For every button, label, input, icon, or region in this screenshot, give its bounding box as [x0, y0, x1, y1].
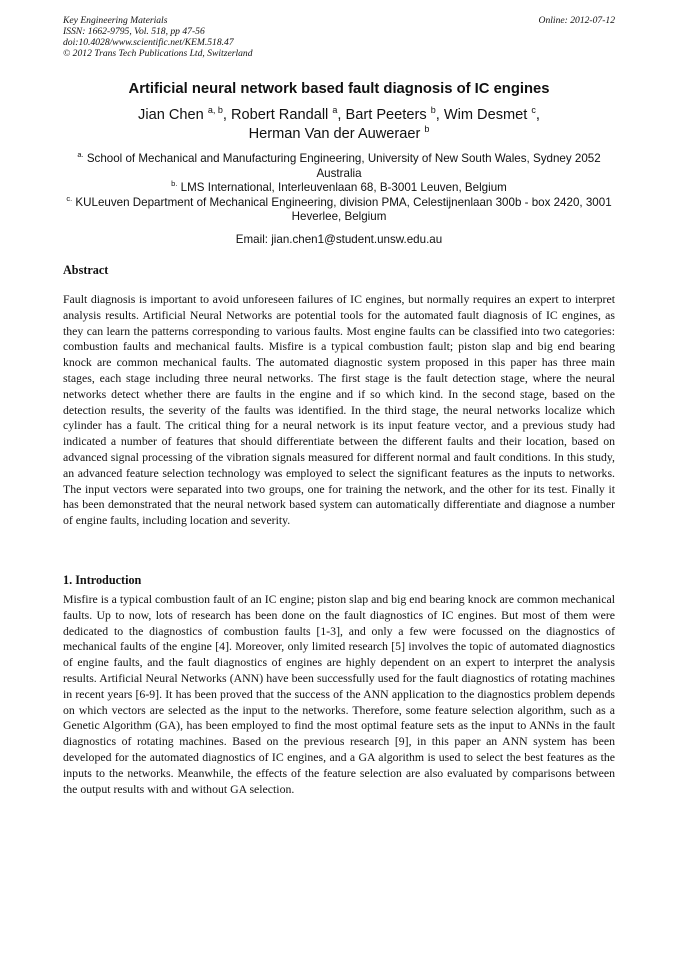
introduction-heading: 1. Introduction [63, 573, 142, 587]
author-affiliation-mark: b [430, 105, 436, 115]
affiliation-mark: b. [171, 179, 178, 188]
publication-header [63, 15, 615, 59]
author-name: Bart Peeters [345, 107, 427, 123]
abstract-text: Fault diagnosis is important to avoid unforeseen failures of IC engines, but normally requires an expert to interpret analysis results. Artificial Neural Networks are potential tools for the automated fault diagnosis of IC engines, as they can learn the patterns corresponding to various faults. Most engine faults can be classified into two categories: combustion faults and mechanical faults. Misfire is a typical combustion fault; piston slap and big end bearing knock are common mechanical faults. The automated diagnostic system proposed in this paper has three main stages, each stage including three neural networks. The first stage is the fault detection stage, where the neural networks detect whether there are faults in the engine and if so which kind. In the second stage, based on the detection results, the severity of the faults was identified. In the third stage, the neural networks localize which cylinder has a fault. The critical thing for a neural network is its input feature vector, and a previous study had indicated a number of features that should differentiate between the different faults and their location, based on advanced signal processing of the vibration signals measured for different normal and fault conditions. In this study, an advanced feature selection technology was employed to select the significant features as the inputs to networks. The input vectors were separated into two groups, one for training the network, and the other for its test. Finally it has been demonstrated that the neural network based system can automatically differentiate and diagnose a number of engine faults, including location and severity. [63, 292, 615, 528]
copyright-line: © 2012 Trans Tech Publications Ltd, Switzerland [63, 48, 253, 59]
online-date: Online: 2012-07-12 [538, 15, 615, 26]
author-affiliation-mark: c [531, 105, 536, 115]
author-affiliation-mark: b [424, 124, 430, 134]
author-affiliation-mark: a, b [207, 105, 223, 115]
affiliation-list [63, 152, 615, 225]
abstract-heading: Abstract [63, 263, 109, 277]
corresponding-email: Email: jian.chen1@student.unsw.edu.au [235, 233, 443, 246]
author-affiliation-mark: a [332, 105, 338, 115]
affiliation-mark: a. [77, 150, 84, 159]
author-name: Robert Randall [230, 107, 329, 123]
affiliation-text: KULeuven Department of Mechanical Engineering, division PMA, Celestijnenlaan 300b - box 2420, 3001 Heverlee, Belgium [75, 195, 612, 223]
affiliation-item [63, 181, 615, 196]
introduction-text: Misfire is a typical combustion fault of an IC engine; piston slap and big end bearing knock are common mechanical faults. Up to now, lots of research has been done on the fault diagnostics of IC engines. But most of them were dedicated to the diagnostics of combustion faults [1-3], and only a few were focussed on the diagnostics of mechanical faults of the engine [4]. Moreover, only limited research [5] involves the topic of automated diagnostics of engine faults, and the fault diagnostics of engines are highly dependent on an expert to interpret the analysis results. Artificial Neural Networks (ANN) have been successfully used for the fault diagnostics of rotating machines in recent years [6-9]. It has been proved that the success of the ANN application to the diagnostics problem depends on which vectors are selected as the input to the networks. Therefore, some feature selection algorithm, such as a Genetic Algorithm (GA), has been employed to find the most optimal feature sets as the input to ANNs in the fault diagnostics of rotating machines. Based on the previous research [9], in this paper an ANN system has been developed for the automated diagnostics of IC engines, and a GA algorithm is used to select the best features as the inputs to the networks. Meanwhile, the effects of the feature selection are also evaluated by comparisons between the output results with and without GA selection. [63, 592, 615, 796]
author-name: Wim Desmet [443, 107, 528, 123]
affiliation-mark: c. [66, 193, 73, 203]
doi-line: doi:10.4028/www.scientific.net/KEM.518.47 [63, 37, 234, 48]
author-name: Jian Chen [138, 107, 204, 123]
affiliation-text: LMS International, Interleuvenlaan 68, B-3001 Leuven, Belgium [180, 181, 507, 194]
affiliation-item [63, 152, 615, 181]
affiliation-text: School of Mechanical and Manufacturing Engineering, University of New South Wales, Sydney 2052 Australia [86, 152, 601, 180]
author-list: Jian Chen $^{a, b}$, Robert Randall $^a$, Bart Peeters $^b$, Wim Desmet $^c$, Herman Van der Auweraer $^b$ [138, 105, 540, 142]
author-name: Herman Van der Auweraer [248, 126, 421, 142]
affiliation-item [63, 193, 615, 225]
journal-name: Key Engineering Materials [63, 15, 168, 26]
paper-title: Artificial neural network based fault diagnosis of IC engines [128, 81, 550, 97]
issn-line: ISSN: 1662-9795, Vol. 518, pp 47-56 [63, 26, 205, 37]
